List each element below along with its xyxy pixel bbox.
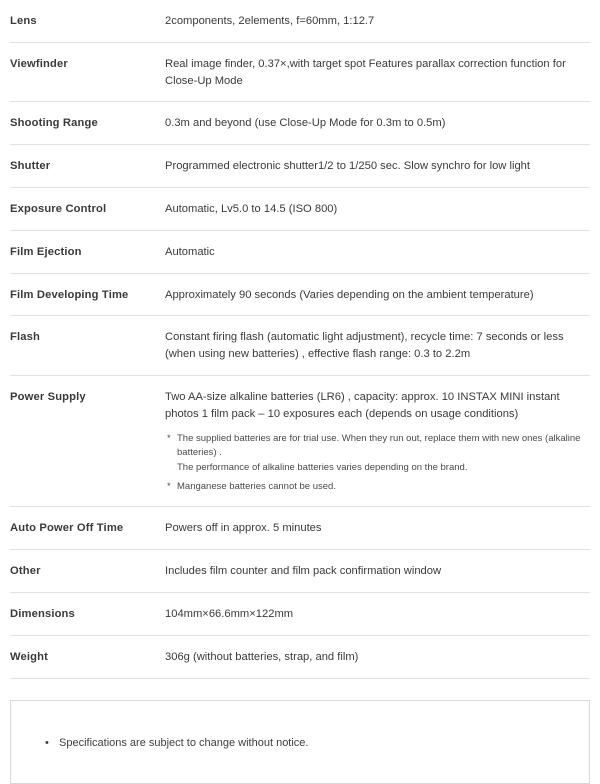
spec-value: Constant firing flash (automatic light adjustment), recycle time: 7 seconds or less (when using new batteries) , effective flash range: 0.3 to 2.2m	[165, 316, 590, 376]
spec-value: Automatic	[165, 230, 590, 273]
note-text: Manganese batteries cannot be used.	[177, 480, 336, 492]
footnote-text: Specifications are subject to change without notice.	[59, 736, 309, 749]
spec-label: Exposure Control	[10, 187, 165, 230]
spec-value: Programmed electronic shutter1/2 to 1/250 sec. Slow synchro for low light	[165, 145, 590, 188]
footnote-box	[10, 700, 590, 784]
table-row	[10, 375, 590, 506]
note-line	[167, 480, 590, 495]
table-row	[10, 507, 590, 550]
spec-label: Film Ejection	[10, 230, 165, 273]
table-row	[10, 0, 590, 42]
table-row	[10, 593, 590, 636]
spec-value: Automatic, Lv5.0 to 14.5 (ISO 800)	[165, 187, 590, 230]
spec-label: Flash	[10, 316, 165, 376]
table-row	[10, 550, 590, 593]
spec-value: Approximately 90 seconds (Varies depending on the ambient temperature)	[165, 273, 590, 316]
spec-label: Dimensions	[10, 593, 165, 636]
bullet-icon: •	[45, 736, 49, 749]
spec-label: Viewfinder	[10, 42, 165, 102]
spec-value: Powers off in approx. 5 minutes	[165, 507, 590, 550]
spec-label: Power Supply	[10, 375, 165, 506]
table-row	[10, 230, 590, 273]
table-row	[10, 316, 590, 376]
table-row	[10, 187, 590, 230]
spec-label: Lens	[10, 0, 165, 42]
spec-label: Film Developing Time	[10, 273, 165, 316]
note-line	[167, 432, 590, 461]
note-subtext: The performance of alkaline batteries varies depending on the brand.	[177, 462, 468, 473]
spec-value-text: Two AA-size alkaline batteries (LR6) , capacity: approx. 10 INSTAX MINI instant photos 1 film pack – 10 exposures each (depends on usage conditions)	[165, 390, 560, 420]
note-text: The supplied batteries are for trial use. When they run out, replace them with new ones (alkaline batteries) .	[177, 432, 581, 459]
spec-value: 2components, 2elements, f=60mm, 1:12.7	[165, 0, 590, 42]
table-row	[10, 145, 590, 188]
spec-value: Real image finder, 0.37×,with target spot Features parallax correction function for Close-Up Mode	[165, 42, 590, 102]
table-row	[10, 102, 590, 145]
asterisk-icon: *	[167, 480, 171, 492]
specifications-table-body	[10, 0, 590, 678]
spec-value-with-notes	[165, 375, 590, 506]
spec-label: Weight	[10, 635, 165, 678]
table-row	[10, 635, 590, 678]
spec-value: 104mm×66.6mm×122mm	[165, 593, 590, 636]
spec-value: Includes film counter and film pack confirmation window	[165, 550, 590, 593]
spec-label: Auto Power Off Time	[10, 507, 165, 550]
spec-value: 306g (without batteries, strap, and film)	[165, 635, 590, 678]
spec-value: 0.3m and beyond (use Close-Up Mode for 0.3m to 0.5m)	[165, 102, 590, 145]
spec-label: Shooting Range	[10, 102, 165, 145]
table-row	[10, 273, 590, 316]
table-row	[10, 42, 590, 102]
asterisk-icon: *	[167, 432, 171, 444]
specifications-table	[10, 0, 590, 679]
list-item	[27, 721, 573, 752]
power-supply-notes	[165, 432, 590, 495]
spec-label: Shutter	[10, 145, 165, 188]
spec-label: Other	[10, 550, 165, 593]
